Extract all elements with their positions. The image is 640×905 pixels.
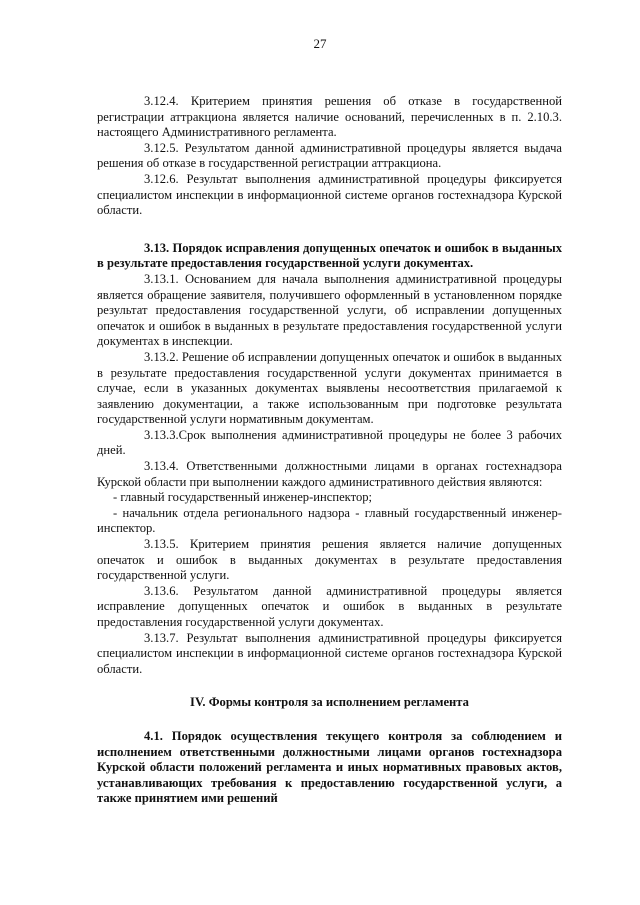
section-iv-heading: IV. Формы контроля за исполнением регламента: [190, 695, 469, 710]
heading-4-1: 4.1. Порядок осуществления текущего контроля за соблюдением и исполнением ответственными должностными лицами органов гостехнадзора Курской области положений регламента и иных нормативных правовых актов, устанавливающих требования к предоставлению государственной услуги, а также принятием ими решений: [97, 728, 562, 806]
paragraph-3-12-5: 3.12.5. Результатом данной административной процедуры является выдача решения об отказе в государственной регистрации аттракциона.: [97, 140, 562, 171]
paragraph-3-12-4: 3.12.4. Критерием принятия решения об отказе в государственной регистрации аттракциона является наличие оснований, перечисленных в п. 2.10.3. настоящего Административного регламента.: [97, 94, 562, 140]
paragraph-3-13-6: 3.13.6. Результатом данной административной процедуры является исправление допущенных опечаток и ошибок в выданных в результате предоставления государственной услуги документах.: [97, 583, 562, 629]
page-number: 27: [313, 36, 327, 51]
paragraph-3-13-7: 3.13.7. Результат выполнения административной процедуры фиксируется специалистом инспекции в информационной системе органов гостехнадзора Курской области.: [97, 630, 562, 676]
paragraph-3-13-2: 3.13.2. Решение об исправлении допущенных опечаток и ошибок в выданных в результате предоставления государственной услуги документах принимается в случае, если в указанных документах выявлены несоответствия прилагаемой к заявлению документации, а также использованным при подготовке результата государственной услуги нормативным документам.: [97, 349, 562, 427]
list-item-2: - начальник отдела регионального надзора - главный государственный инженер-инспектор.: [97, 505, 562, 536]
paragraph-3-13-1: 3.13.1. Основанием для начала выполнения административной процедуры является обращение заявителя, получившего оформленный в установленном порядке результат предоставления государственной услуги, об исправлении допущенных опечаток и ошибок в выданных в результате предоставления государственной услуги документах в инспекции.: [97, 271, 562, 349]
paragraph-3-13-3: 3.13.3.Срок выполнения административной процедуры не более 3 рабочих дней.: [97, 427, 562, 458]
document-body: [97, 94, 562, 807]
paragraph-3-13-5: 3.13.5. Критерием принятия решения является наличие допущенных опечаток и ошибок в выданных документах в результате предоставления государственной услуги.: [97, 537, 562, 583]
heading-3-13: 3.13. Порядок исправления допущенных опечаток и ошибок в выданных в результате предоставления государственной услуги документах.: [97, 240, 562, 271]
paragraph-3-12-6: 3.12.6. Результат выполнения административной процедуры фиксируется специалистом инспекции в информационной системе органов гостехнадзора Курской области.: [97, 171, 562, 218]
paragraph-3-13-4: 3.13.4. Ответственными должностными лицами в органах гостехнадзора Курской области при выполнении каждого административного действия являются:: [97, 459, 562, 489]
list-item-1: - главный государственный инженер-инспектор;: [113, 490, 373, 505]
